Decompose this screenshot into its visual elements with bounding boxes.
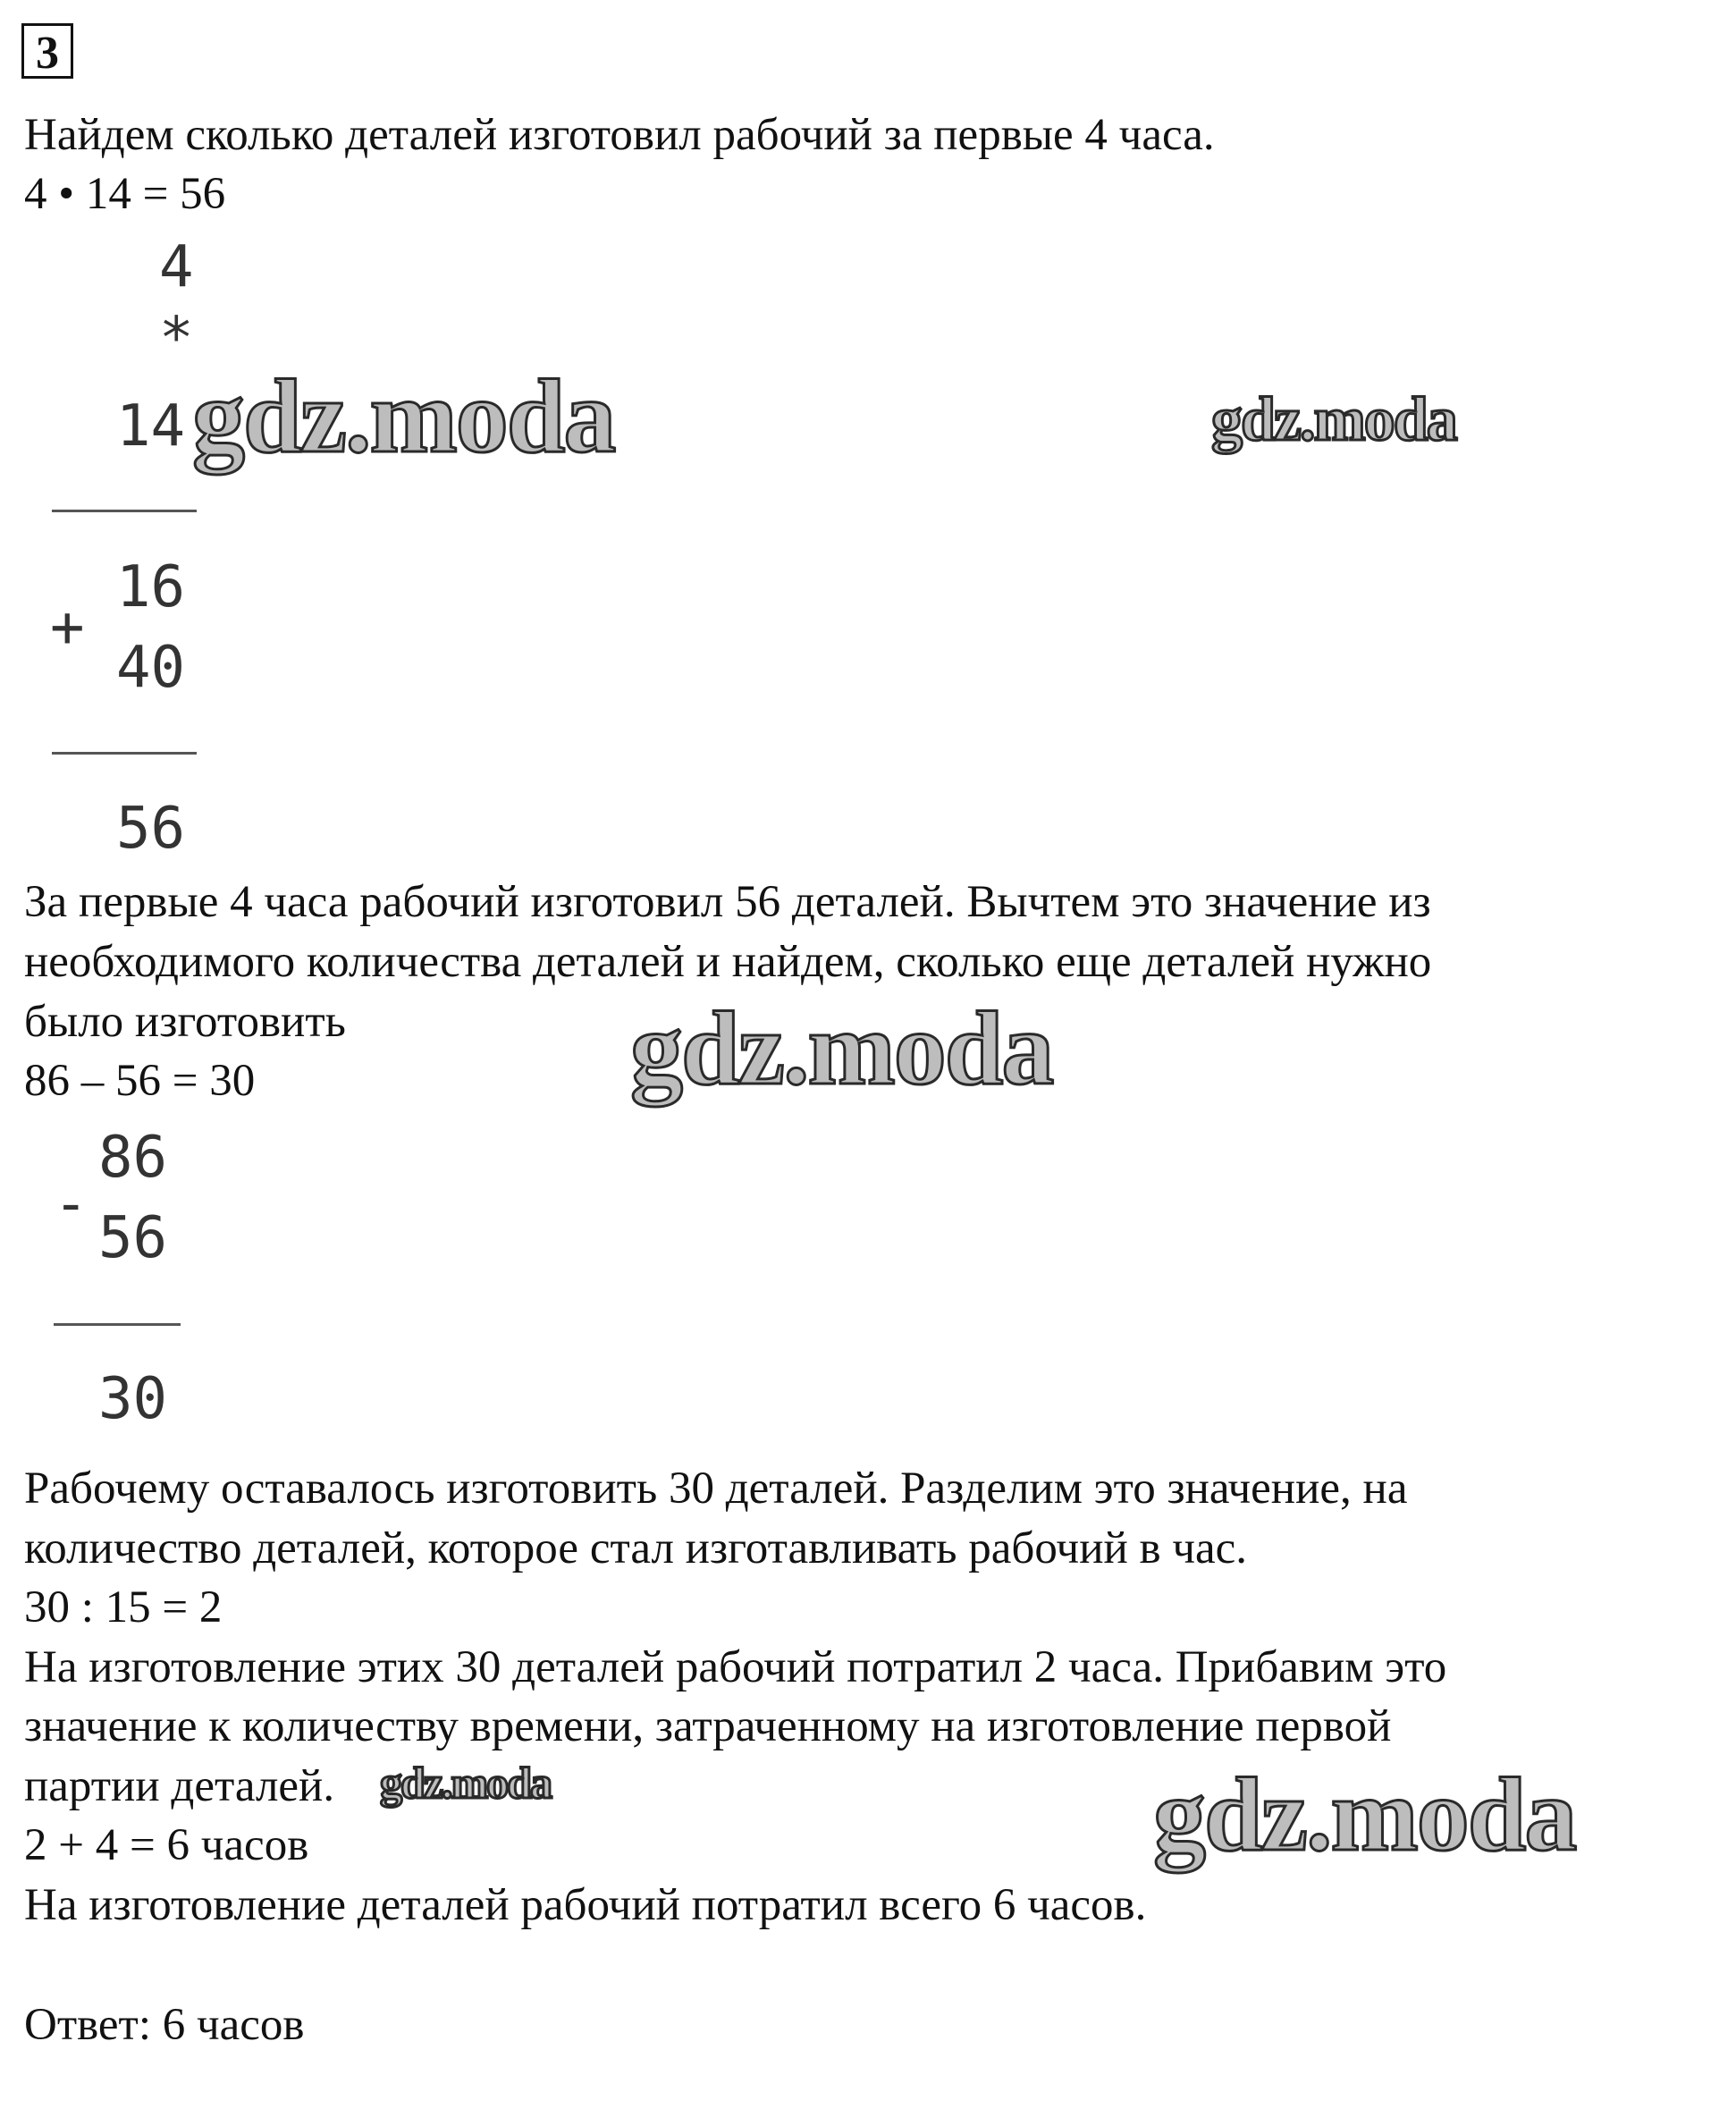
paragraph-time-spent: На изготовление этих 30 деталей рабочий потратил 2 часа. Прибавим это — [24, 1642, 1447, 1692]
paragraph-remaining-parts-2: количество деталей, которое стал изготавливать рабочий в час. — [24, 1523, 1248, 1573]
mult-plus-operator: + — [50, 595, 85, 661]
mult-result: 56 — [116, 796, 186, 862]
equation-add: 2 + 4 = 6 часов — [24, 1820, 309, 1870]
mult-top-number: 4 — [159, 234, 194, 300]
mult-partial-1: 16 — [116, 554, 186, 620]
equation-subtract: 86 – 56 = 30 — [24, 1056, 256, 1106]
sub-rule — [54, 1323, 181, 1326]
equation-multiply: 4 • 14 = 56 — [24, 169, 226, 219]
paragraph-remaining-parts: Рабочему оставалось изготовить 30 деталей. Разделим это значение, на — [24, 1464, 1408, 1514]
mult-rule-2 — [52, 752, 197, 755]
paragraph-total-time: На изготовление деталей рабочий потратил всего 6 часов. — [24, 1880, 1147, 1930]
paragraph-first-hours-result-2: необходимого количества деталей и найдем, сколько еще деталей нужно — [24, 937, 1432, 987]
mult-partial-2: 40 — [116, 635, 186, 701]
paragraph-find-first-hours: Найдем сколько деталей изготовил рабочий за первые 4 часа. — [24, 110, 1215, 160]
paragraph-first-hours-result-3: было изготовить — [24, 997, 346, 1047]
sub-result: 30 — [98, 1366, 168, 1432]
paragraph-first-hours-result: За первые 4 часа рабочий изготовил 56 деталей. Вычтем это значение из — [24, 877, 1431, 927]
answer-line: Ответ: 6 часов — [24, 2000, 305, 2050]
mult-operator: * — [159, 306, 194, 372]
mult-bottom-number: 14 — [116, 393, 186, 460]
watermark-5: gdz.moda — [1153, 1756, 1576, 1873]
watermark-4: gdz.moda — [380, 1758, 551, 1808]
task-number: 3 — [21, 23, 73, 79]
sub-operator: - — [54, 1171, 88, 1237]
mult-rule-1 — [52, 510, 197, 512]
equation-divide: 30 : 15 = 2 — [24, 1582, 223, 1632]
paragraph-time-spent-3: партии деталей. — [24, 1761, 335, 1811]
paragraph-time-spent-2: значение к количеству времени, затраченному на изготовление первой — [24, 1701, 1392, 1751]
watermark-3: gdz.moda — [630, 990, 1053, 1107]
sub-bottom-number: 56 — [98, 1205, 168, 1271]
watermark-2: gdz.moda — [1211, 385, 1456, 454]
watermark-1: gdz.moda — [192, 358, 615, 475]
sub-top-number: 86 — [98, 1125, 168, 1191]
